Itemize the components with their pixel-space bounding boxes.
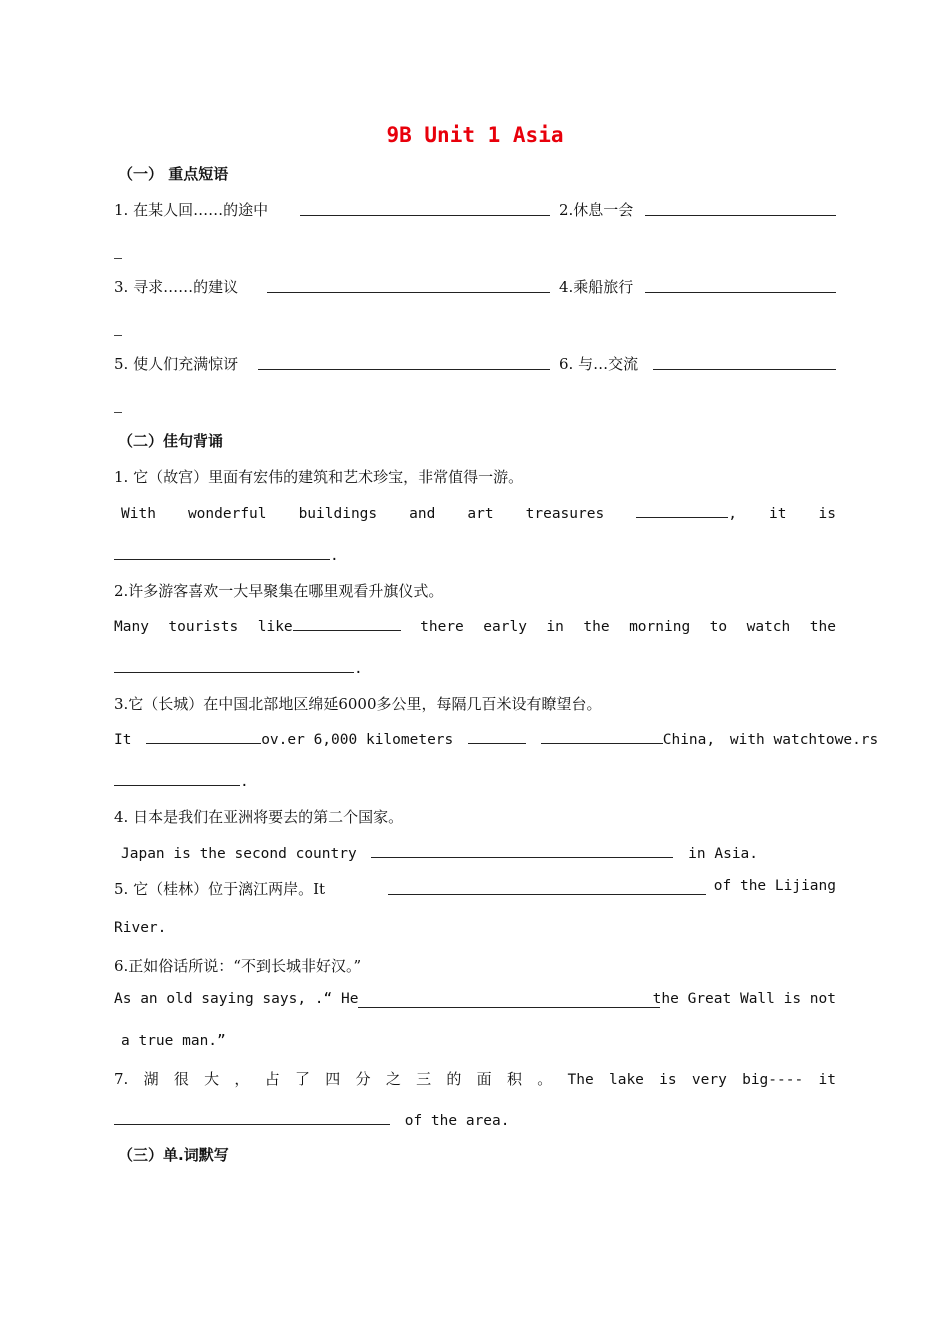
word: is	[818, 506, 836, 522]
period: .	[330, 548, 339, 564]
word: there	[420, 619, 464, 635]
phrase-1-blank[interactable]	[300, 201, 550, 216]
word: art	[467, 506, 494, 522]
phrase-3-label: 3. 寻求……的建议	[114, 278, 239, 296]
sentence-4-chinese: 4. 日本是我们在亚洲将要去的第二个国家。	[114, 808, 404, 826]
sentence-7-line-1	[114, 1068, 836, 1089]
sentence-6-chinese: 6.正如俗话所说：“不到长城非好汉。”	[114, 957, 362, 975]
sentence-6-english	[114, 991, 836, 1007]
char: 占	[264, 1070, 280, 1088]
word: China,	[662, 732, 716, 748]
word: With	[121, 506, 156, 522]
period: .	[354, 661, 363, 677]
phrase-6-label: 6. 与…交流	[559, 355, 639, 373]
word: The	[567, 1072, 594, 1088]
sentence-3-blank-1[interactable]	[146, 729, 261, 744]
word: watch	[746, 619, 791, 635]
sentence-3-chinese: 3.它（长城）在中国北部地区绵延6000多公里，每隔几百米设有瞭望台。	[114, 695, 602, 713]
sentence-4-end: in Asia.	[688, 846, 759, 862]
word: it	[769, 506, 787, 522]
word: wonderful	[187, 506, 267, 522]
phrase-5-blank[interactable]	[258, 355, 550, 370]
sentence-1-blank-2[interactable]	[114, 545, 330, 560]
word: to	[709, 619, 728, 635]
word: ,	[728, 506, 737, 522]
sentence-1-blank-1[interactable]	[636, 503, 728, 518]
sentence-3-english	[114, 729, 879, 748]
sentence-7-end: of the area.	[404, 1113, 510, 1129]
sentence-6-end: the Great Wall is not	[652, 991, 836, 1007]
sentence-5-start: 5. 它（桂林）位于漓江两岸。It	[114, 880, 326, 898]
sentence-2-line-2	[114, 658, 836, 677]
sentence-3-blank-2[interactable]	[468, 729, 526, 744]
word: buildings	[298, 506, 378, 522]
sentence-2-english	[114, 616, 836, 635]
sentence-1-chinese: 1. 它（故宫）里面有宏伟的建筑和艺术珍宝，非常值得一游。	[114, 468, 524, 486]
sentence-6-start: As an old saying says, .“ He	[114, 991, 359, 1007]
phrase-2-label: 2.休息一会	[559, 201, 634, 219]
char: 分	[355, 1070, 371, 1088]
word: the	[809, 619, 836, 635]
word: Many	[114, 619, 149, 635]
char: 7.	[114, 1070, 129, 1088]
word: the	[583, 619, 610, 635]
char: 很	[173, 1070, 189, 1088]
phrase-6-blank[interactable]	[653, 355, 836, 370]
section-heading-dictation: （三）单.词默写	[118, 1146, 229, 1164]
sentence-7-blank[interactable]	[114, 1110, 390, 1125]
char: 之	[385, 1070, 401, 1088]
char: ，	[234, 1070, 250, 1088]
phrase-2-blank[interactable]	[645, 201, 836, 216]
word: lake	[608, 1072, 644, 1088]
word: treasures	[525, 506, 605, 522]
overflow-dash	[114, 258, 122, 259]
word: morning	[629, 619, 691, 635]
period: .	[240, 774, 249, 790]
word: big----	[742, 1072, 804, 1088]
phrase-5-label: 5. 使人们充满惊讶	[114, 355, 239, 373]
sentence-4-blank[interactable]	[371, 843, 673, 858]
word: is	[659, 1072, 677, 1088]
char: 积	[506, 1070, 522, 1088]
char: 的	[446, 1070, 462, 1088]
char: 大	[204, 1070, 220, 1088]
word: and	[409, 506, 436, 522]
sentence-5-blank[interactable]	[388, 880, 706, 895]
word: with watchtowe.rs	[729, 732, 879, 748]
sentence-2-blank-2[interactable]	[114, 658, 354, 673]
section-heading-sentences: （二）佳句背诵	[118, 432, 224, 450]
sentence-1-english	[114, 503, 836, 522]
char: 。	[537, 1070, 553, 1088]
char: 了	[294, 1070, 310, 1088]
word: ov.er 6,000 kilometers	[261, 732, 454, 748]
phrase-4-blank[interactable]	[645, 278, 836, 293]
word: It	[114, 732, 132, 748]
word: early	[483, 619, 527, 635]
sentence-6-blank[interactable]	[358, 993, 660, 1008]
sentence-3-blank-3[interactable]	[541, 729, 663, 744]
phrase-3-blank[interactable]	[267, 278, 550, 293]
overflow-dash	[114, 335, 122, 336]
word: very	[691, 1072, 727, 1088]
word: like	[257, 619, 293, 635]
char: 四	[325, 1070, 341, 1088]
char: 湖	[143, 1070, 159, 1088]
sentence-4-english	[114, 843, 843, 862]
word: it	[818, 1072, 836, 1088]
word: in	[546, 619, 564, 635]
sentence-3-line-2	[114, 771, 836, 790]
word: tourists	[168, 619, 239, 635]
overflow-dash	[114, 412, 122, 413]
sentence-2-blank-1[interactable]	[293, 616, 401, 631]
sentence-1-line-2	[114, 545, 836, 564]
section-heading-phrases: （一） 重点短语	[118, 165, 229, 183]
sentence-2-chinese: 2.许多游客喜欢一大早聚集在哪里观看升旗仪式。	[114, 582, 444, 600]
phrase-4-label: 4.乘船旅行	[559, 278, 634, 296]
phrase-1-label: 1. 在某人回……的途中	[114, 201, 269, 219]
sentence-5-end: of the Lijiang	[713, 878, 836, 894]
sentence-5-line-2: River.	[114, 920, 167, 936]
sentence-7-line-2	[114, 1110, 836, 1129]
page-title: 9B Unit 1 Asia	[386, 123, 564, 147]
sentence-6-line-2: a true man.”	[121, 1033, 226, 1049]
char: 三	[416, 1070, 432, 1088]
sentence-5-line-1	[114, 878, 836, 899]
char: 面	[476, 1070, 492, 1088]
sentence-4-start: Japan is the second country	[121, 846, 357, 862]
sentence-3-blank-4[interactable]	[114, 771, 240, 786]
